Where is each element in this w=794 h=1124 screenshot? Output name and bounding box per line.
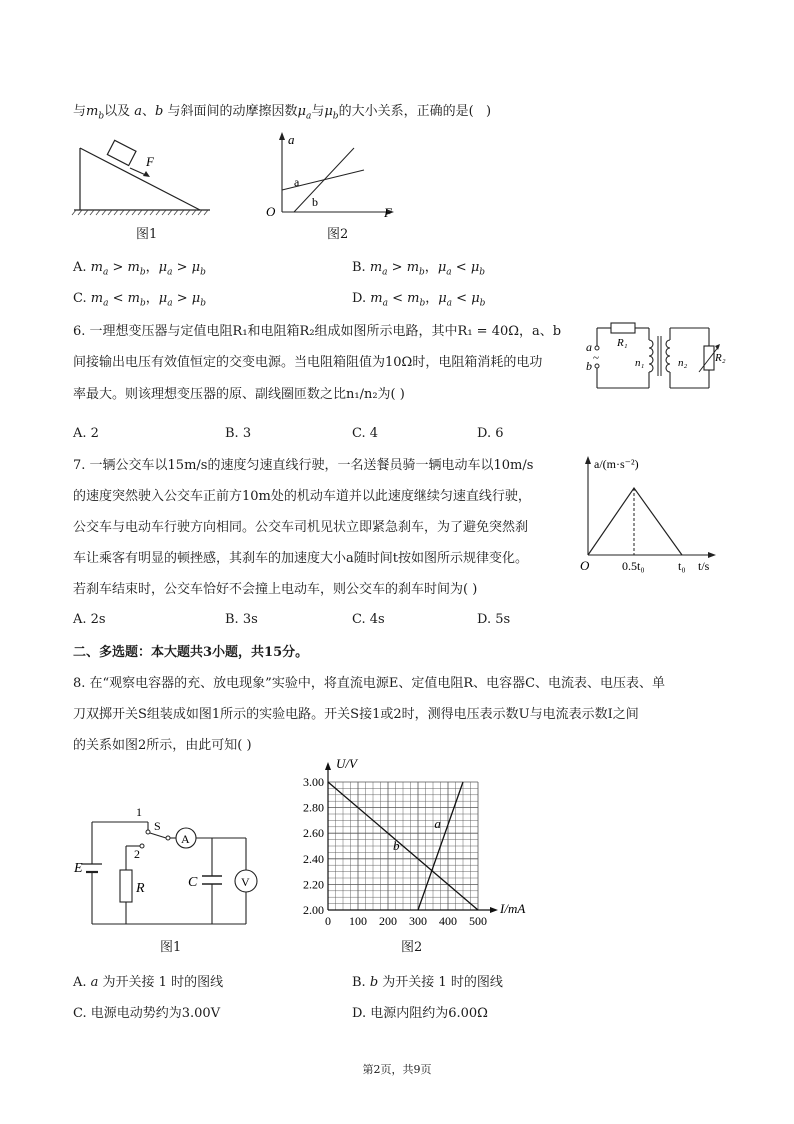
x-tick-label: 0	[325, 914, 331, 928]
q7-line-1: 7. 一辆公交车以15m/s的速度匀速直线行驶，一名送餐员骑一辆电动车以10m/s	[73, 458, 534, 473]
q7-option-c: C. 4s	[352, 612, 385, 627]
x-tick-label: 300	[409, 914, 427, 928]
q6-line-3: 率最大。则该理想变压器的原、副线圈匝数之比n₁/n₂为( )	[73, 387, 405, 402]
q5-option-a: A. $m_a > m_b$，$\mu_a > \mu_b$	[73, 260, 206, 278]
label-r: R	[136, 881, 145, 896]
voltmeter-label: V	[241, 875, 250, 889]
q5-option-d: D. $m_a < m_b$，$\mu_a < \mu_b$	[352, 291, 486, 309]
ammeter-label: A	[181, 832, 190, 846]
y-tick-label: 2.00	[303, 903, 324, 917]
q7-line-2: 的速度突然驶入公交车正前方10m处的机动车道并以此速度继续匀速直线行驶，	[73, 489, 531, 504]
q6-line-2: 间接输出电压有效值恒定的交变电源。当电阻箱阻值为10Ω时，电阻箱消耗的电功	[73, 355, 543, 370]
q7-tick-mid: 0.5t₀	[622, 559, 645, 573]
q8-fig1-circuit	[70, 800, 270, 930]
y-tick-label: 2.80	[303, 800, 324, 815]
q7-line-4: 车让乘客有明显的顿挫感，其刹车的加速度大小a随时间t按如图所示规律变化。	[73, 551, 528, 566]
q8-fig2-caption: 图2	[401, 940, 423, 955]
ac-symbol: ~	[593, 352, 599, 364]
y-tick-label: 2.60	[303, 826, 324, 841]
q6-transformer-circuit	[583, 318, 733, 398]
line-a-label: a	[294, 175, 300, 189]
label-n1: n₁	[635, 357, 645, 369]
y-axis-arrow	[325, 762, 331, 770]
primary-coil	[649, 340, 653, 372]
q5-option-b: B. $m_a > m_b$，$\mu_a < \mu_b$	[352, 260, 486, 278]
y-tick-label: 2.40	[303, 851, 324, 866]
line-b	[294, 148, 354, 212]
q8-option-a: A. a 为开关接 1 时的图线	[73, 975, 224, 990]
line-b-label: b	[312, 195, 318, 209]
label-b: b	[586, 359, 592, 373]
series-label-a: a	[434, 815, 441, 831]
page-footer: 第2页，共9页	[362, 1063, 432, 1076]
q7-triangle-curve	[588, 488, 682, 555]
block	[107, 140, 136, 165]
label-n2: n₂	[678, 357, 688, 369]
q7-acceleration-graph	[576, 452, 726, 574]
q6-option-d: D. 6	[477, 426, 504, 441]
q7-y-label: a/(m·s⁻²)	[594, 457, 639, 471]
series-label-b: b	[393, 837, 400, 853]
y-tick-label: 3.00	[303, 775, 324, 789]
q7-option-d: D. 5s	[477, 612, 511, 627]
q6-option-a: A. 2	[73, 426, 99, 441]
q8-option-c: C. 电源电动势约为3.00V	[73, 1006, 221, 1021]
secondary-coil	[666, 340, 670, 372]
x-tick-label: 400	[439, 914, 457, 928]
label-pos2: 2	[134, 847, 140, 861]
q7-origin: O	[580, 558, 590, 573]
label-r2: R₂	[715, 352, 726, 364]
q5-fig2-caption: 图2	[327, 227, 349, 242]
x-axis-arrow	[490, 907, 498, 913]
q7-line-3: 公交车与电动车行驶方向相同。公交车司机见状立即紧急刹车，为了避免突然刹	[73, 520, 529, 535]
ui-chart-svg	[288, 756, 578, 932]
q5-stem-tail: 与$m_b$以及 a、b 与斜面间的动摩擦因数$\mu_a$与$\mu_b$的大小关系，正确的是( )	[73, 104, 492, 122]
q5-fig2-graph	[260, 130, 410, 226]
q7-line-5: 若刹车结束时，公交车恰好不会撞上电动车，则公交车的刹车时间为( )	[73, 582, 478, 597]
label-r1: R₁	[617, 337, 628, 349]
resistor-box-r2	[704, 346, 714, 370]
q7-x-label: t/s	[698, 559, 710, 573]
q8-fig1-caption: 图1	[160, 940, 182, 955]
label-s: S	[154, 819, 161, 833]
switch-contact-1	[146, 830, 150, 834]
terminal-b	[595, 364, 599, 368]
q8-fig2-chart	[288, 756, 578, 932]
q8-option-d: D. 电源内阻约为6.00Ω	[352, 1006, 488, 1021]
switch-contact-2	[140, 844, 144, 848]
section-2-heading: 二、多选题：本大题共3小题，共15分。	[73, 645, 309, 660]
q7-tick-end: t₀	[678, 559, 686, 573]
y-axis-label: U/V	[336, 756, 357, 771]
terminal-a	[595, 346, 599, 350]
y-tick-label: 2.20	[303, 877, 324, 892]
force-label: F	[146, 154, 154, 169]
switch-pivot	[166, 836, 170, 840]
q8-line-3: 的关系如图2所示，由此可知( )	[73, 738, 252, 753]
q8-option-b: B. b 为开关接 1 时的图线	[352, 975, 503, 990]
resistor-r1	[611, 323, 635, 333]
y-axis-label: a	[288, 132, 295, 147]
q7-option-a: A. 2s	[73, 612, 106, 627]
q8-line-2: 刀双掷开关S组装成如图1所示的实验电路。开关S接1或2时，测得电压表示数U与电流表示数I之间	[73, 707, 639, 722]
q7-option-b: B. 3s	[225, 612, 258, 627]
x-tick-label: 500	[469, 914, 487, 928]
label-pos1: 1	[136, 805, 142, 819]
q8-line-1: 8. 在“观察电容器的充、放电现象”实验中，将直流电源E、定值电阻R、电容器C、电流表、电压表、单	[73, 676, 666, 691]
q5-option-c: C. $m_a < m_b$，$\mu_a > \mu_b$	[73, 291, 206, 309]
label-c: C	[188, 875, 198, 890]
q5-fig1-caption: 图1	[136, 227, 158, 242]
x-axis-label: I/mA	[500, 901, 526, 916]
x-axis-label: F	[384, 205, 392, 220]
x-tick-label: 100	[349, 914, 367, 928]
resistor-r	[120, 870, 132, 902]
x-tick-label: 200	[379, 914, 397, 928]
q6-line-1: 6. 一理想变压器与定值电阻R₁和电阻箱R₂组成如图所示电路，其中R₁ = 40Ω，a、b	[73, 324, 562, 339]
origin-label: O	[266, 204, 276, 219]
label-a: a	[586, 340, 592, 354]
q6-option-c: C. 4	[352, 426, 379, 441]
label-e: E	[74, 861, 83, 876]
q6-option-b: B. 3	[225, 426, 252, 441]
